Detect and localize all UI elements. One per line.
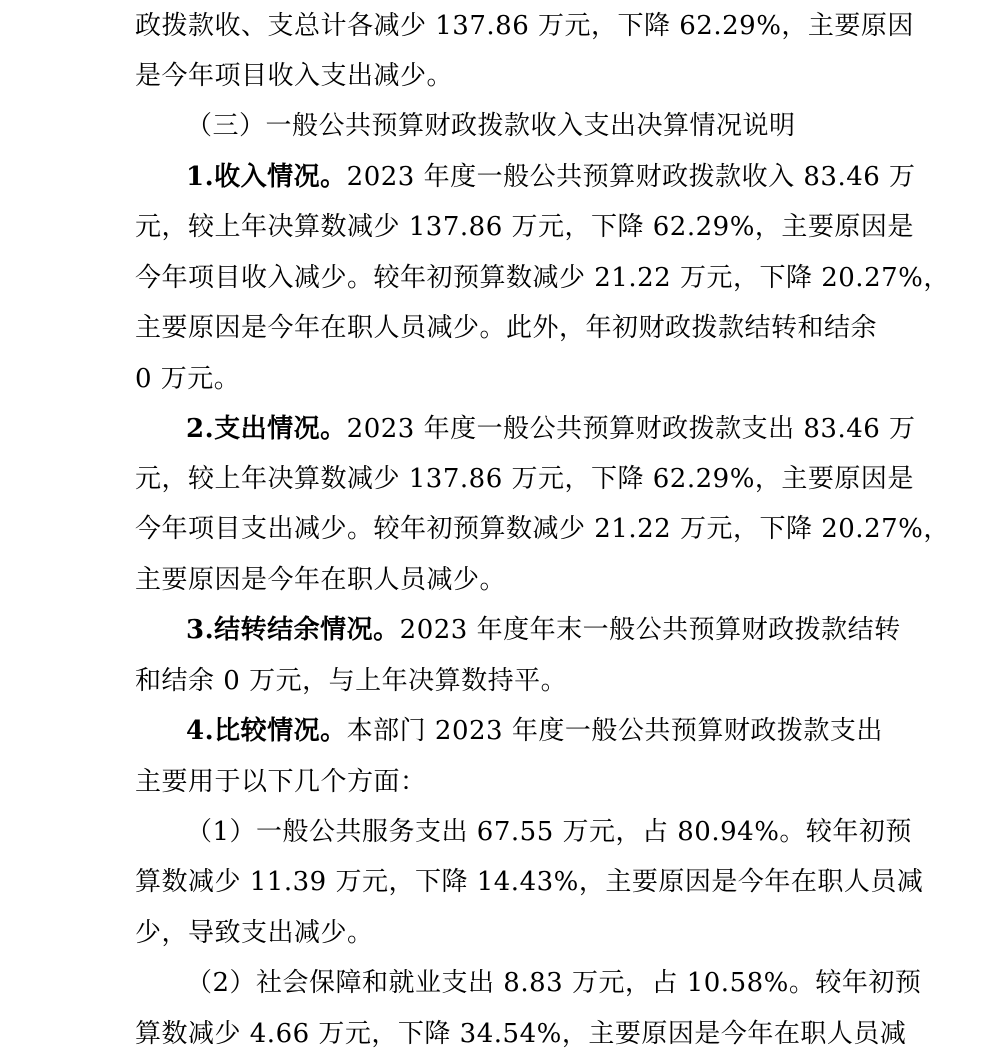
text-segment: 元，较上年决算数减少 137.86 万元，下降 62.29%，主要原因是	[135, 212, 914, 242]
text-line-expense-2	[135, 461, 914, 497]
text-segment: 和结余 0 万元，与上年决算数持平。	[135, 666, 568, 696]
text-segment: 今年项目收入减少。较年初预算数减少 21.22 万元，下降 20.27%，	[135, 263, 950, 293]
text-line-expense-1	[186, 411, 916, 447]
text-line-comparison-2	[135, 764, 427, 800]
text-segment: 2023 年度年末一般公共预算财政拨款结转	[399, 615, 901, 645]
text-segment: 主要用于以下几个方面：	[135, 767, 427, 797]
carryover-heading: 3.结转结余情况。	[186, 615, 400, 645]
text-line-carryover-1	[186, 612, 901, 648]
text-line-1	[135, 8, 914, 44]
text-line-expense-3	[135, 511, 950, 547]
text-line-income-1	[186, 159, 916, 195]
expense-heading: 2.支出情况。	[186, 414, 347, 444]
section-title: （三）一般公共预算财政拨款收入支出决算情况说明	[186, 111, 796, 141]
text-line-income-3	[135, 260, 950, 296]
text-line-item2-2	[135, 1016, 907, 1052]
text-line-expense-4	[135, 562, 506, 598]
text-segment: （1）一般公共服务支出 67.55 万元，占 80.94%。较年初预	[186, 817, 912, 847]
text-segment: 主要原因是今年在职人员减少。此外，年初财政拨款结转和结余	[135, 313, 878, 343]
text-line-income-5	[135, 361, 240, 397]
text-line-item1-3	[135, 915, 374, 951]
text-line-item1-1	[186, 814, 912, 850]
text-segment: 2023 年度一般公共预算财政拨款支出 83.46 万	[346, 414, 916, 444]
text-segment: （2）社会保障和就业支出 8.83 万元，占 10.58%。较年初预	[186, 968, 922, 998]
text-segment: 元，较上年决算数减少 137.86 万元，下降 62.29%，主要原因是	[135, 464, 914, 494]
text-line-income-4	[135, 310, 878, 346]
text-segment: 政拨款收、支总计各减少 137.86 万元，下降 62.29%，主要原因	[135, 11, 914, 41]
text-segment: 算数减少 11.39 万元，下降 14.43%，主要原因是今年在职人员减	[135, 867, 924, 897]
text-line-item2-1	[186, 965, 922, 1001]
comparison-heading: 4.比较情况。	[186, 716, 347, 746]
text-segment: 本部门 2023 年度一般公共预算财政拨款支出	[346, 716, 883, 746]
text-line-carryover-2	[135, 663, 567, 699]
text-line-comparison-1	[186, 713, 883, 749]
text-line-income-2	[135, 209, 914, 245]
text-segment: 0 万元。	[135, 364, 241, 394]
text-line-2	[135, 58, 453, 94]
text-line-item1-2	[135, 864, 924, 900]
income-heading: 1.收入情况。	[186, 162, 347, 192]
text-segment: 主要原因是今年在职人员减少。	[135, 565, 507, 595]
text-segment: 今年项目支出减少。较年初预算数减少 21.22 万元，下降 20.27%，	[135, 514, 950, 544]
text-segment: 少，导致支出减少。	[135, 918, 374, 948]
section-heading-3	[186, 108, 796, 144]
text-segment: 2023 年度一般公共预算财政拨款收入 83.46 万	[346, 162, 916, 192]
text-segment: 是今年项目收入支出减少。	[135, 61, 454, 91]
text-segment: 算数减少 4.66 万元，下降 34.54%，主要原因是今年在职人员减	[135, 1019, 907, 1049]
